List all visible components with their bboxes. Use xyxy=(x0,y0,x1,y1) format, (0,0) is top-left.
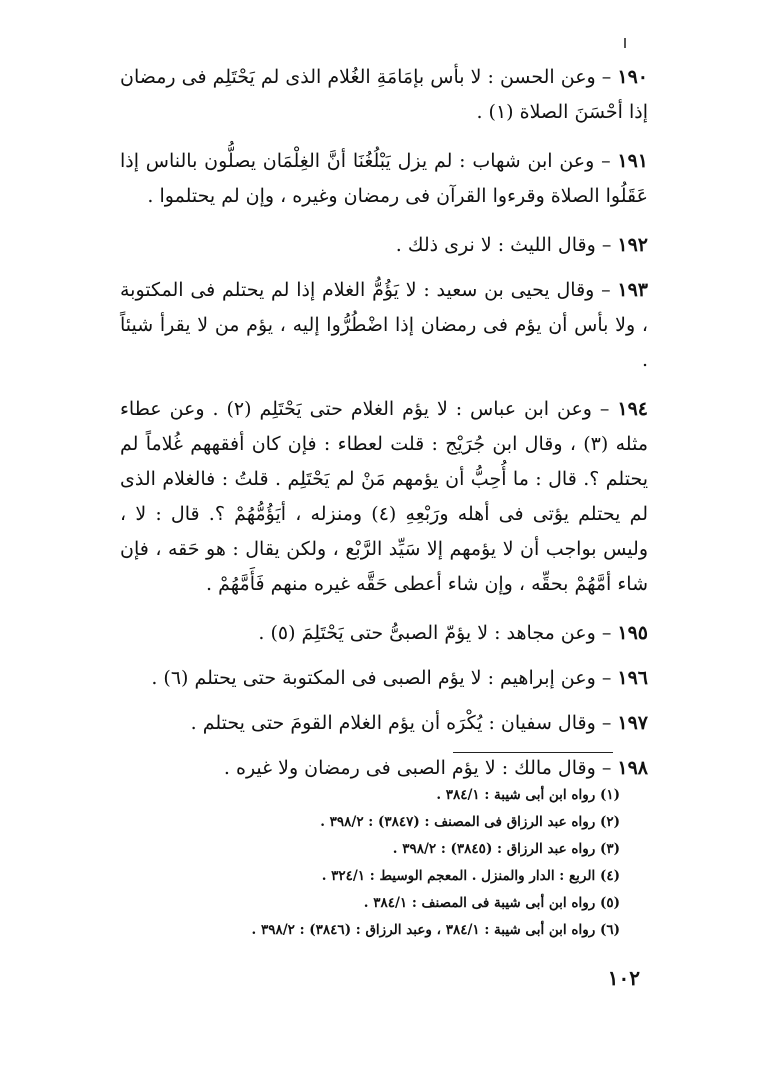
footnote-4: (٤) الربع : الدار والمنزل . المعجم الوسيط : ٣٢٤/١ . xyxy=(321,868,620,884)
paragraph-195 xyxy=(120,616,648,651)
footnote-3: (٣) رواه عبد الرزاق : (٣٨٤٥) : ٣٩٨/٢ . xyxy=(392,841,620,857)
footnote-separator xyxy=(453,752,613,753)
paragraph-190 xyxy=(120,60,648,130)
paragraph-text: – وقال الليث : لا نرى ذلك . xyxy=(395,234,612,256)
paragraph-193 xyxy=(120,273,648,378)
paragraph-text: – وقال يحيى بن سعيد : لا يَؤُمُّ الغلام إذا لم يحتلم فى المكتوبة ، ولا بأس أن يؤم فى رمضان إذا اضْطُرُّوا إليه ، يؤم من لا يقرأ شيئاً . xyxy=(120,279,648,371)
paragraph-text: – وعن الحسن : لا بأس بإمَامَةِ الغُلام الذى لم يَحْتَلِم فى رمضان إذا أحْسَنَ الصلاة (١) . xyxy=(120,66,648,123)
paragraph-197 xyxy=(120,706,648,741)
paragraph-number: ١٩١ xyxy=(617,150,649,172)
paragraph-196 xyxy=(120,661,648,696)
paragraph-number: ١٩٥ xyxy=(617,622,648,644)
main-text xyxy=(120,60,648,796)
paragraph-text: – وقال سفيان : يُكْرَه أن يؤم الغلام القومَ حتى يحتلم . xyxy=(190,712,612,734)
paragraph-text: – وعن ابن عباس : لا يؤم الغلام حتى يَحْتَلِم (٢) . وعن عطاء مثله (٣) ، وقال ابن جُرَيْج : قلت لعطاء : فإن كان أفقههم غُلاماً لم يحتلم ؟. قال : ما أُحِبُّ أن يؤمهم مَنْ لم يَحْتَلِم . قلتُ : فالغلام الذى لم يحتلم يؤتى فى أهله ورَبْعِهِ (٤) ومنزله ، أيَؤُمُّهُمْ ؟. قال : لا ، وليس بواجب أن لا يؤمهم إلا سَيِّد الرَّبْع ، ولكن يقال : هو حَقه ، فإن شاء أمَّهُمْ بحقِّه ، وإن شاء أعطى حَقَّه غيره منهم فَأَمَّهُمْ . xyxy=(120,398,649,595)
paragraph-number: ١٩٤ xyxy=(617,398,648,420)
page-number: ١٠٢ xyxy=(607,966,640,990)
paragraph-198 xyxy=(120,751,648,786)
paragraph-192 xyxy=(120,228,648,263)
footnote-6: (٦) رواه ابن أبى شيبة : ٣٨٤/١ ، وعبد الرزاق : (٣٨٤٦) : ٣٩٨/٢ . xyxy=(251,922,620,938)
paragraph-text: – وقال مالك : لا يؤم الصبى فى رمضان ولا غيره . xyxy=(223,757,612,779)
paragraph-text: – وعن ابن شهاب : لم يزل يَبْلُغُنَا أنَّ الغِلْمَان يصلُّون بالناس إذا عَقَلُوا الصلاة وقرءوا القرآن فى رمضان وغيره ، وإن لم يحتلموا . xyxy=(120,150,648,207)
paragraph-number: ١٩٣ xyxy=(617,279,648,301)
footnote-1: (١) رواه ابن أبى شيبة : ٣٨٤/١ . xyxy=(436,787,620,803)
paragraph-text: – وعن إبراهيم : لا يؤم الصبى فى المكتوبة حتى يحتلم (٦) . xyxy=(151,667,612,689)
paragraph-number: ١٩٠ xyxy=(617,66,648,88)
paragraph-number: ١٩٨ xyxy=(617,757,648,779)
paragraph-194 xyxy=(120,392,648,602)
paragraph-number: ١٩٦ xyxy=(617,667,648,689)
paragraph-191 xyxy=(120,144,648,214)
footnote-5: (٥) رواه ابن أبى شيبة فى المصنف : ٣٨٤/١ . xyxy=(363,895,620,911)
paragraph-number: ١٩٢ xyxy=(617,234,648,256)
footnotes xyxy=(150,782,620,944)
margin-mark xyxy=(624,38,626,48)
footnote-2: (٢) رواه عبد الرزاق فى المصنف : (٣٨٤٧) : ٣٩٨/٢ . xyxy=(320,814,620,830)
paragraph-number: ١٩٧ xyxy=(617,712,648,734)
paragraph-text: – وعن مجاهد : لا يؤمّ الصبىُّ حتى يَحْتَلِمَ (٥) . xyxy=(258,622,612,644)
